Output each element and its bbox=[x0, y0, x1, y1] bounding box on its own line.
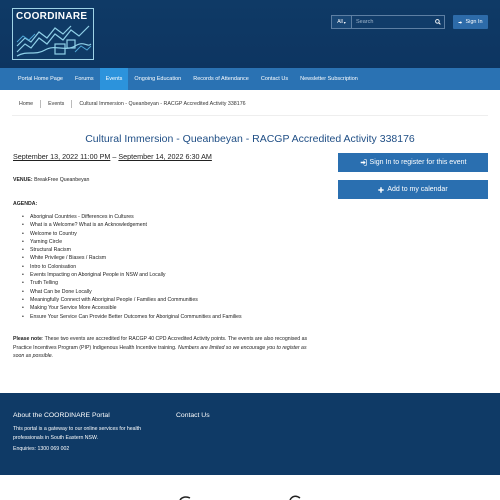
breadcrumb-events[interactable]: Events bbox=[48, 101, 65, 107]
date-separator: – bbox=[110, 152, 119, 161]
event-dates bbox=[13, 152, 212, 161]
coordinare-logo[interactable] bbox=[12, 8, 94, 60]
search-input[interactable] bbox=[352, 16, 432, 28]
site-header bbox=[0, 0, 500, 68]
logo-wave-graphic bbox=[15, 22, 93, 58]
nav-item-forums[interactable]: Forums bbox=[74, 76, 94, 82]
header-signin-button[interactable] bbox=[453, 15, 488, 29]
agenda-item: • Events Impacting on Aboriginal People in NSW and Locally bbox=[22, 271, 242, 279]
agenda-item: • Ensure Your Service Can Provide Better Outcomes for Aboriginal Communities and Families bbox=[22, 313, 242, 321]
agenda-item: • Truth Telling bbox=[22, 279, 242, 287]
page-title: Cultural Immersion - Queanbeyan - RACGP Accredited Activity 338176 bbox=[85, 133, 415, 145]
signin-register-button[interactable] bbox=[338, 153, 488, 172]
event-start-date: September 13, 2022 11:00 PM bbox=[13, 152, 111, 161]
agenda-item: • What is a Welcome? What is an Acknowledgement bbox=[22, 221, 242, 229]
sign-in-icon bbox=[458, 20, 463, 25]
venue-value: BreakFree Queanbeyan bbox=[34, 177, 90, 183]
plus-icon bbox=[378, 187, 384, 193]
footer-enquiries: Enquiries: 1300 069 002 bbox=[13, 446, 70, 452]
agenda-heading: AGENDA: bbox=[13, 201, 38, 207]
agenda-item: • Intro to Colonisation bbox=[22, 263, 242, 271]
footer-contact-link[interactable]: Contact Us bbox=[176, 412, 210, 419]
nav-item-events[interactable]: Events bbox=[100, 68, 129, 90]
note-italic-text: Numbers are limited so we encourage you to register as soon as possible. bbox=[13, 344, 307, 359]
event-venue bbox=[13, 177, 89, 183]
note-label: Please note bbox=[13, 336, 42, 342]
search-button[interactable] bbox=[432, 16, 444, 28]
agenda-item: • Making Your Service More Accessible bbox=[22, 304, 242, 312]
header-signin-label: Sign In bbox=[465, 19, 483, 25]
footer-about-text: This portal is a gateway to our online services for health professionals in South Eastern NSW. bbox=[13, 426, 142, 441]
bottom-decoration bbox=[0, 475, 500, 500]
venue-label: VENUE: bbox=[13, 177, 33, 183]
agenda-item: • Structural Racism bbox=[22, 246, 242, 254]
agenda-list bbox=[22, 213, 242, 321]
search-scope-dropdown[interactable] bbox=[332, 16, 352, 28]
breadcrumb-current: Cultural Immersion - Queanbeyan - RACGP Accredited Activity 338176 bbox=[79, 101, 246, 107]
event-note bbox=[13, 335, 313, 361]
note-text: : These two events are accredited for RACGP 40 CPD Accredited Activity points. The events are also recognised as Practice Incentives Program (PIP) Indigenous Health Incentive training. bbox=[13, 336, 308, 351]
agenda-item: • Yarning Circle bbox=[22, 238, 242, 246]
footer-about-heading: About the COORDINARE Portal bbox=[13, 412, 110, 419]
decorative-art bbox=[0, 475, 500, 500]
agenda-item: • Aboriginal Countries - Differences in Cultures bbox=[22, 213, 242, 221]
agenda-item: • White Privilege / Biases / Racism bbox=[22, 254, 242, 262]
main-nav bbox=[0, 68, 500, 90]
nav-item-records-of-attendance[interactable]: Records of Attendance bbox=[193, 76, 249, 82]
nav-item-ongoing-education[interactable]: Ongoing Education bbox=[134, 76, 182, 82]
add-to-calendar-button[interactable] bbox=[338, 180, 488, 199]
agenda-item: • What Can be Done Locally bbox=[22, 288, 242, 296]
logo-text: COORDINARE bbox=[16, 11, 88, 22]
search-scope-label: All bbox=[337, 19, 343, 25]
caret-down-icon: ▾ bbox=[343, 19, 346, 25]
search-bar bbox=[331, 15, 445, 29]
sign-in-icon bbox=[360, 159, 367, 166]
site-footer bbox=[0, 393, 500, 475]
breadcrumb-home[interactable]: Home bbox=[19, 101, 34, 107]
event-end-date: September 14, 2022 6:30 AM bbox=[118, 152, 212, 161]
breadcrumb-separator bbox=[40, 100, 41, 108]
nav-item-portal-home[interactable]: Portal Home Page bbox=[18, 76, 63, 82]
nav-item-contact-us[interactable]: Contact Us bbox=[260, 76, 289, 82]
nav-item-newsletter-subscription[interactable]: Newsletter Subscription bbox=[300, 76, 358, 82]
agenda-item: • Meaningfully Connect with Aboriginal People / Families and Communities bbox=[22, 296, 242, 304]
add-to-calendar-label: Add to my calendar bbox=[387, 186, 448, 193]
agenda-item: • Welcome to Country bbox=[22, 230, 242, 238]
breadcrumb bbox=[19, 100, 246, 108]
breadcrumb-separator bbox=[71, 100, 72, 108]
breadcrumb-divider bbox=[12, 115, 488, 116]
search-icon bbox=[435, 19, 441, 25]
signin-register-label: Sign In to register for this event bbox=[369, 159, 467, 166]
